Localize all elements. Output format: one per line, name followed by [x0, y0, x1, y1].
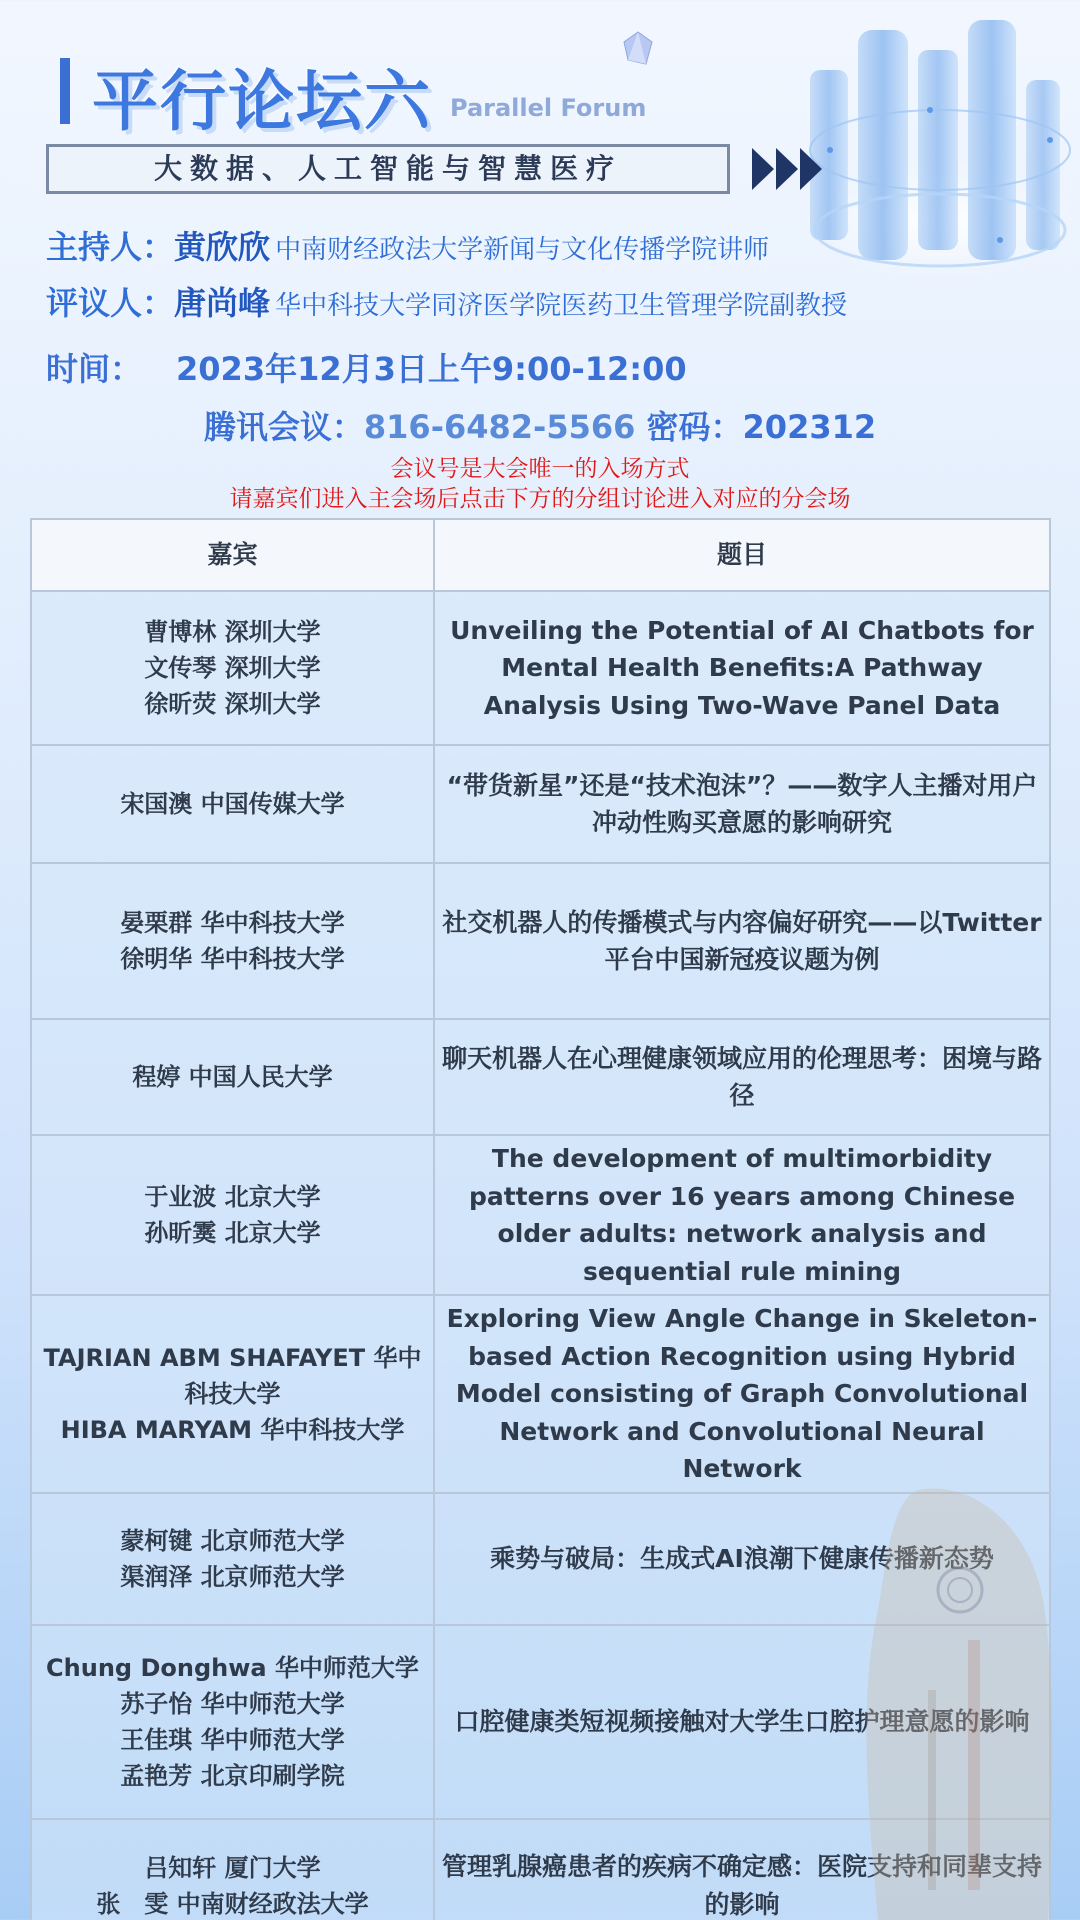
speaker: 徐明华 华中科技大学 — [120, 945, 345, 973]
password-label: 密码： — [646, 408, 743, 446]
speaker-cell — [31, 591, 434, 745]
topic-cell: 口腔健康类短视频接触对大学生口腔护理意愿的影响 — [434, 1625, 1050, 1819]
speaker: 徐昕荧 深圳大学 — [144, 690, 321, 718]
header-topic: 题目 — [434, 519, 1050, 591]
speaker: 苏子怡 华中师范大学 — [120, 1689, 345, 1718]
title-accent-bar — [60, 58, 70, 124]
speaker-cell — [31, 1295, 434, 1493]
speaker: 渠润泽 北京师范大学 — [120, 1562, 345, 1591]
speaker: Chung Donghwa 华中师范大学 — [46, 1653, 419, 1682]
table-row — [31, 1295, 1050, 1493]
speaker: TAJRIAN ABM SHAFAYET 华中科技大学 — [43, 1343, 422, 1408]
speaker-cell — [31, 1625, 434, 1819]
host-org: 中南财经政法大学新闻与文化传播学院讲师 — [275, 235, 770, 265]
topic-cell: 管理乳腺癌患者的疾病不确定感：医院支持和同辈支持的影响 — [434, 1819, 1050, 1920]
speaker-cell — [31, 863, 434, 1019]
speaker: 曹博林 深圳大学 — [144, 618, 321, 646]
speaker: 宋国澳 中国传媒大学 — [120, 790, 345, 818]
page-title-english: Parallel Forum — [450, 94, 647, 122]
table-row — [31, 1493, 1050, 1625]
crystal-icon — [622, 30, 654, 66]
topic-cell: Exploring View Angle Change in Skeleton-based Action Recognition using Hybrid Model consisting of Graph Convolutional Network and Convolutional Neural Network — [434, 1295, 1050, 1493]
speaker: 程婷 中国人民大学 — [132, 1063, 333, 1091]
agenda-table — [30, 518, 1051, 1920]
host-label: 主持人： — [46, 228, 175, 266]
reviewer-line — [46, 278, 847, 324]
header-speakers: 嘉宾 — [31, 519, 434, 591]
speaker-cell — [31, 1135, 434, 1295]
table-header-row — [31, 519, 1050, 591]
meeting-label: 腾讯会议： — [203, 408, 364, 446]
speaker: 文传琴 深圳大学 — [144, 654, 321, 682]
speaker: 于业波 北京大学 — [144, 1183, 321, 1211]
breakout-note: 请嘉宾们进入主会场后点击下方的分组讨论进入对应的分会场 — [229, 486, 851, 512]
entry-note: 会议号是大会唯一的入场方式 — [390, 456, 690, 482]
reviewer-name: 唐尚峰 — [174, 284, 271, 322]
topic-cell: Unveiling the Potential of AI Chatbots for Mental Health Benefits:A Pathway Analysis Using Two-Wave Panel Data — [434, 591, 1050, 745]
table-row — [31, 863, 1050, 1019]
speaker: HIBA MARYAM 华中科技大学 — [60, 1415, 405, 1444]
speaker: 孙昕霙 北京大学 — [144, 1219, 321, 1247]
reviewer-label: 评议人： — [46, 284, 175, 322]
topic-cell: The development of multimorbidity patterns over 16 years among Chinese older adults: network analysis and sequential rule mining — [434, 1135, 1050, 1295]
speaker-cell — [31, 745, 434, 863]
table-row — [31, 745, 1050, 863]
speaker-cell — [31, 1819, 434, 1920]
speaker: 吕知轩 厦门大学 — [144, 1853, 321, 1882]
page-title: 平行论坛六 — [92, 63, 432, 140]
table-row — [31, 1135, 1050, 1295]
host-line — [46, 222, 769, 268]
meeting-line — [0, 402, 1080, 448]
speaker: 张 雯 中南财经政法大学 — [96, 1889, 369, 1918]
topic-cell: 乘势与破局：生成式AI浪潮下健康传播新态势 — [434, 1493, 1050, 1625]
table-row — [31, 1819, 1050, 1920]
time-label: 时间： — [46, 350, 143, 388]
triple-arrow-icon — [752, 146, 824, 192]
speaker: 孟艳芳 北京印刷学院 — [120, 1761, 345, 1790]
reviewer-org: 华中科技大学同济医学院医药卫生管理学院副教授 — [275, 291, 848, 321]
topic-cell: 聊天机器人在心理健康领域应用的伦理思考：困境与路径 — [434, 1019, 1050, 1135]
meeting-password: 202312 — [742, 408, 877, 446]
speaker: 蒙柯键 北京师范大学 — [120, 1526, 345, 1555]
time-line — [46, 344, 687, 390]
speaker-cell — [31, 1493, 434, 1625]
city-skyline-illustration — [790, 0, 1080, 300]
table-row — [31, 1625, 1050, 1819]
time-value: 2023年12月3日上午9:00-12:00 — [176, 350, 687, 388]
host-name: 黄欣欣 — [174, 228, 271, 266]
table-row — [31, 591, 1050, 745]
speaker: 王佳琪 华中师范大学 — [120, 1725, 345, 1754]
topic-cell: 社交机器人的传播模式与内容偏好研究——以Twitter平台中国新冠疫议题为例 — [434, 863, 1050, 1019]
speaker-cell — [31, 1019, 434, 1135]
topic-cell: “带货新星”还是“技术泡沫”？——数字人主播对用户冲动性购买意愿的影响研究 — [434, 745, 1050, 863]
meeting-number: 816-6482-5566 — [363, 408, 636, 446]
speaker: 晏栗群 华中科技大学 — [120, 909, 345, 937]
table-row — [31, 1019, 1050, 1135]
forum-subtitle: 大数据、人工智能与智慧医疗 — [46, 144, 730, 194]
